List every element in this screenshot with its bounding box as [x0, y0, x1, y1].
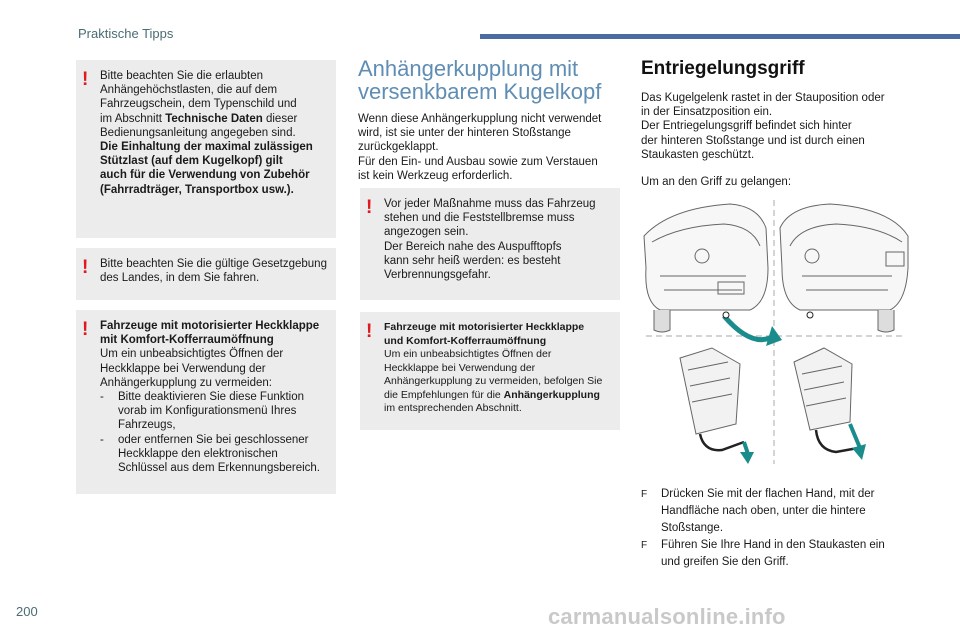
intro-paragraph [358, 112, 620, 183]
warning-bold-text: Stützlast (auf dem Kugelkopf) gilt [100, 155, 283, 168]
warning-text: des Landes, in dem Sie fahren. [100, 272, 260, 285]
warning-text: Fahrzeugschein, dem Typenschild und [100, 98, 297, 111]
warning-icon: ! [82, 257, 89, 278]
section-reference: Technische Daten [165, 112, 263, 125]
storage-box-view [680, 348, 744, 450]
page-number: 200 [16, 604, 38, 619]
arrow-head-icon [740, 452, 754, 464]
paragraph-line: zurückgeklappt. [358, 141, 439, 154]
list-item-text: Bitte deaktivieren Sie diese Funktion vorab im Konfigurationsmenü Ihres Fahrzeugs, [118, 391, 305, 432]
warning-text [384, 389, 612, 403]
warning-bold-text: Die Einhaltung der maximal zulässigen [100, 141, 313, 154]
grip-point-icon [807, 312, 813, 318]
list-dash: - [100, 391, 104, 404]
paragraph-line: der hinteren Stoßstange und ist durch einen [641, 134, 865, 147]
warning-box-legislation [76, 248, 336, 300]
warning-text: angezogen sein. [384, 226, 469, 239]
warning-icon: ! [82, 319, 89, 340]
paragraph-line: Staukasten geschützt. [641, 148, 755, 161]
instruction-line: Handfläche nach oben, unter die hintere [661, 505, 866, 517]
instruction-text [661, 486, 874, 537]
page-header-title: Praktische Tipps [78, 26, 174, 41]
bullet-icon: F [641, 489, 648, 500]
bullet-icon: F [641, 540, 648, 551]
page-header-bar [480, 34, 960, 39]
paragraph-line: Für den Ein- und Ausbau sowie zum Verstauen [358, 155, 598, 168]
warning-text: Vor jeder Maßnahme muss das Fahrzeug [384, 198, 596, 210]
car-rear-view [780, 204, 908, 332]
warning-bold-text: und Komfort-Kofferraumöffnung [384, 334, 547, 347]
section-reference: Anhängerkupplung [503, 388, 600, 401]
warning-text: Heckklappe bei Verwendung der [384, 361, 536, 374]
warning-text: Bitte beachten Sie die gültige Gesetzgebung [100, 258, 327, 270]
warning-text: kann sehr heiß werden: es besteht [384, 254, 561, 267]
list-dash: - [100, 433, 104, 446]
heading-line: Anhängerkupplung mit [358, 56, 579, 81]
warning-icon: ! [82, 69, 89, 90]
list-item [100, 433, 328, 476]
text-span: dieser [262, 112, 298, 125]
instruction-line: und greifen Sie den Griff. [661, 556, 789, 568]
warning-box-tailgate [76, 310, 336, 494]
instruction-text [661, 537, 885, 571]
grip-point-icon [723, 312, 729, 318]
list-item [100, 390, 328, 433]
instruction-line: Stoßstange. [661, 522, 724, 534]
instruction-item [641, 537, 911, 571]
warning-box-handbrake [360, 188, 620, 300]
access-paragraph: Um an den Griff zu gelangen: [641, 176, 792, 188]
heading-line: versenkbarem Kugelkopf [358, 79, 602, 104]
release-handle-illustration [640, 198, 912, 466]
warning-text: Verbrennungsgefahr. [384, 269, 491, 282]
warning-box-max-loads [76, 60, 336, 238]
warning-text: Bitte beachten Sie die erlaubten [100, 70, 264, 82]
warning-text [100, 112, 328, 126]
storage-box-view [794, 348, 858, 452]
pull-arrow-icon [850, 424, 860, 448]
text-span: im Abschnitt [100, 112, 166, 125]
watermark: carmanualsonline.info [548, 604, 786, 629]
warning-text: Der Bereich nahe des Auspufftopfs [384, 240, 562, 253]
warning-text: stehen und die Feststellbremse muss [384, 212, 575, 225]
paragraph-line: ist kein Werkzeug erforderlich. [358, 169, 513, 182]
car-rear-view [644, 204, 768, 332]
warning-icon: ! [366, 197, 373, 218]
warning-text: Um ein unbeabsichtigtes Öffnen der [100, 348, 284, 361]
warning-text: Anhängerkupplung zu vermeiden, befolgen Sie [384, 375, 603, 387]
section-heading [358, 57, 628, 103]
warning-text: Anhängehöchstlasten, die auf dem [100, 84, 278, 97]
instruction-line: Drücken Sie mit der flachen Hand, mit der [661, 488, 875, 500]
warning-bold-text: mit Komfort-Kofferraumöffnung [100, 334, 274, 347]
instruction-line: Führen Sie Ihre Hand in den Staukasten ein [661, 539, 885, 551]
warning-bold-text: (Fahrradträger, Transportbox usw.). [100, 183, 294, 196]
warning-bold-text: Fahrzeuge mit motorisierter Heckklappe [100, 320, 320, 332]
paragraph-line: Das Kugelgelenk rastet in der Stauposition oder [641, 92, 885, 104]
instruction-list [641, 486, 911, 571]
instruction-item [641, 486, 911, 537]
arrow-head-icon [852, 444, 866, 460]
warning-text: Anhängerkupplung zu vermeiden: [100, 376, 272, 389]
warning-text: Heckklappe bei Verwendung der [100, 362, 266, 375]
text-span: die Empfehlungen für die [384, 388, 504, 401]
paragraph-line: in der Einsatzposition ein. [641, 106, 773, 119]
section-heading-release-handle: Entriegelungsgriff [641, 58, 805, 79]
warning-box-tailgate-towbar [360, 312, 620, 430]
release-handle-paragraph [641, 91, 911, 162]
paragraph-line: wird, ist sie unter der hinteren Stoßstange [358, 127, 571, 140]
warning-bold-text: auch für die Verwendung von Zubehör [100, 169, 310, 182]
paragraph-line: Der Entriegelungsgriff befindet sich hinter [641, 120, 852, 133]
warning-text: Bedienungsanleitung angegeben sind. [100, 126, 296, 139]
list-item-text: oder entfernen Sie bei geschlossener Heckklappe den elektronischen Schlüssel aus dem Erkennungsbereich. [118, 433, 321, 475]
warning-text: Um ein unbeabsichtigtes Öffnen der [384, 348, 552, 360]
paragraph-line: Wenn diese Anhängerkupplung nicht verwendet [358, 113, 602, 125]
warning-text: im entsprechenden Abschnitt. [384, 402, 522, 414]
warning-icon: ! [366, 321, 373, 342]
warning-bold-text: Fahrzeuge mit motorisierter Heckklappe [384, 321, 585, 333]
